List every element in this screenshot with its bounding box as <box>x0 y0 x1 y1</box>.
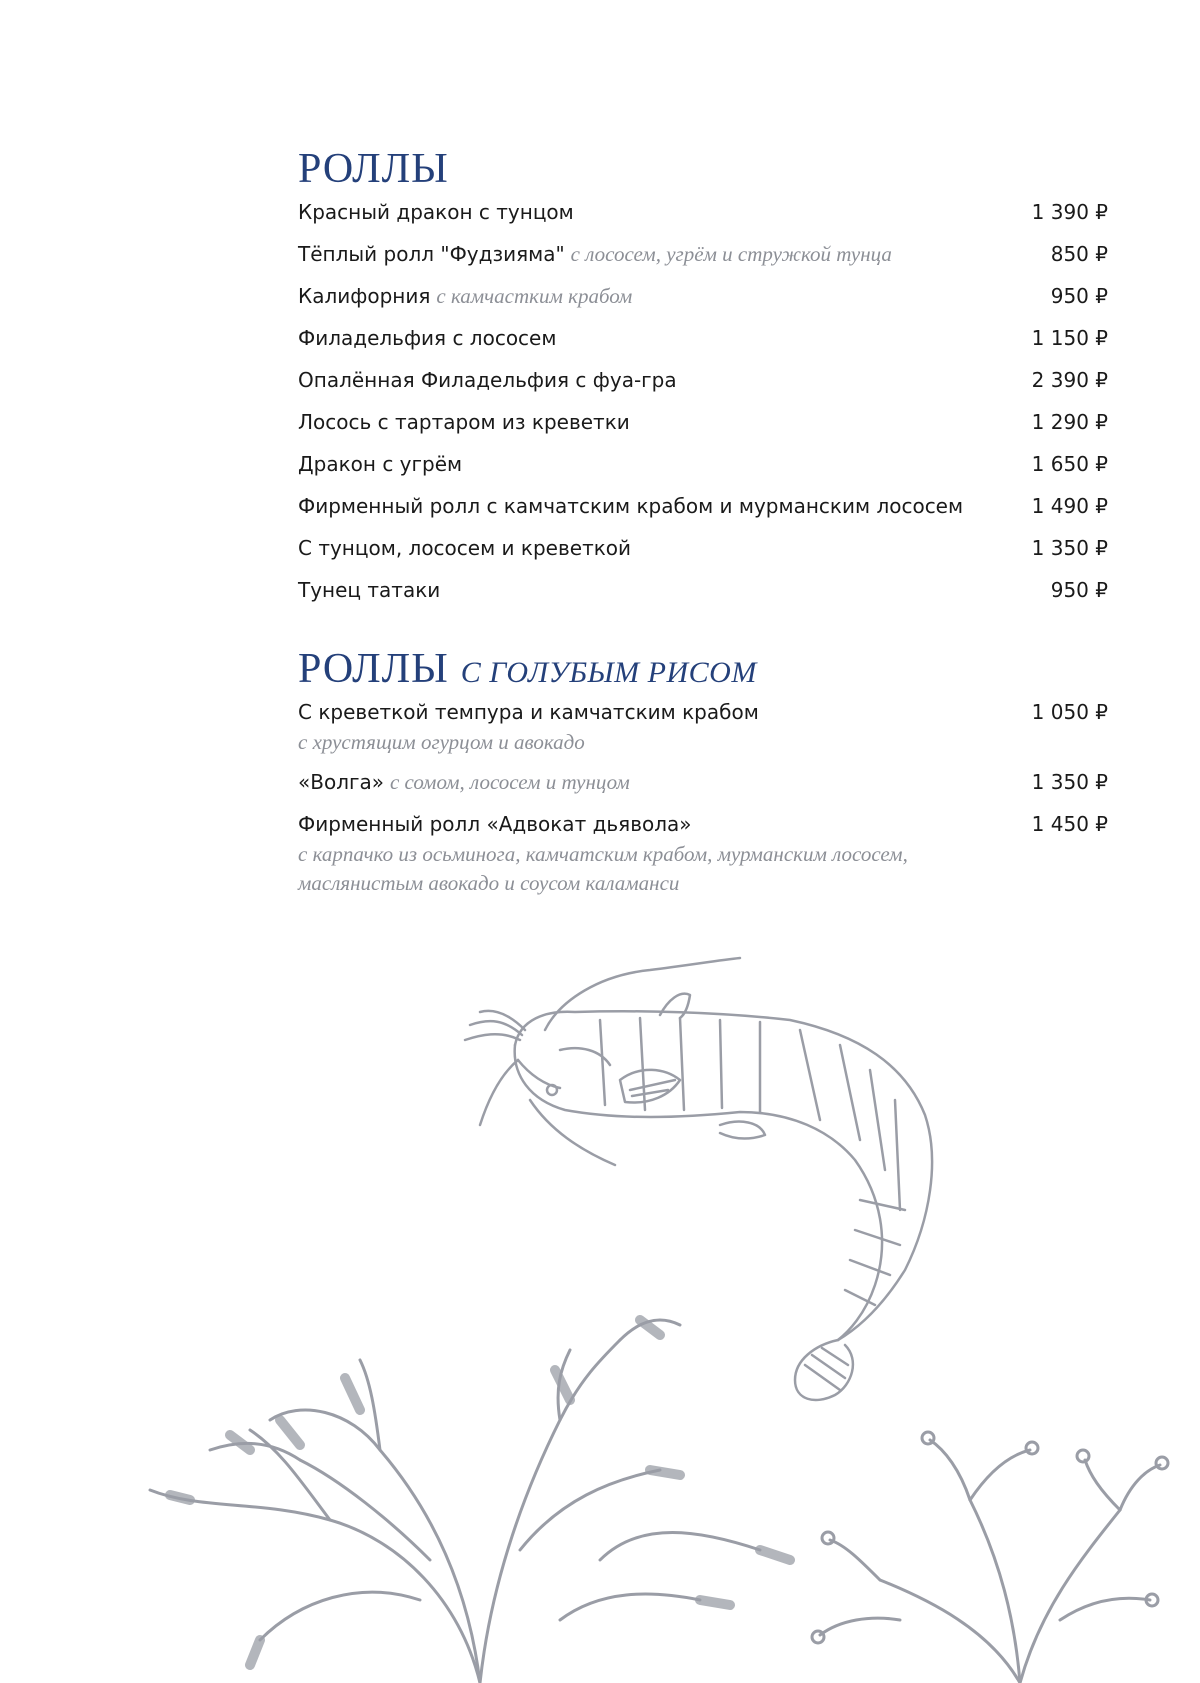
item-price: 1 290 ₽ <box>1031 410 1108 434</box>
item-price: 1 050 ₽ <box>1031 700 1108 724</box>
item-name: Дракон с угрём <box>298 452 463 476</box>
item-name: Тёплый ролл "Фудзияма" <box>298 242 565 266</box>
item-name: Фирменный ролл с камчатским крабом и мурманским лососем <box>298 494 964 518</box>
item-price: 950 ₽ <box>1050 578 1108 602</box>
item-description: с хрустящим огурцом и авокадо <box>298 730 585 754</box>
item-description: с карпачко из осьминога, камчатским крабом, мурманским лососем, <box>298 842 908 866</box>
item-description: с сомом, лососем и тунцом <box>389 770 630 794</box>
item-name: Фирменный ролл «Адвокат дьявола» <box>298 812 692 836</box>
item-price: 1 350 ₽ <box>1031 536 1108 560</box>
item-name: Лосось с тартаром из креветки <box>298 410 630 434</box>
seaweed-right <box>812 1432 1168 1683</box>
item-price: 1 390 ₽ <box>1031 200 1108 224</box>
item-name: Филадельфия с лососем <box>298 326 557 350</box>
item-price: 950 ₽ <box>1050 284 1108 308</box>
section-title-text: РОЛЛЫ <box>298 146 449 192</box>
item-description: с камчастким крабом <box>436 284 633 308</box>
item-price: 2 390 ₽ <box>1031 368 1108 392</box>
item-name: Опалённая Филадельфия с фуа-гра <box>298 368 677 392</box>
item-price: 850 ₽ <box>1050 242 1108 266</box>
section-subtitle: С ГОЛУБЫМ РИСОМ <box>460 656 757 689</box>
item-name: Тунец татаки <box>298 578 441 602</box>
item-description: с лососем, угрём и стружкой тунца <box>570 242 892 266</box>
item-price: 1 350 ₽ <box>1031 770 1108 794</box>
section-title-text: РОЛЛЫ <box>298 646 449 692</box>
item-name: «Волга» <box>298 770 384 794</box>
item-price: 1 650 ₽ <box>1031 452 1108 476</box>
item-name: С тунцом, лососем и креветкой <box>298 536 632 560</box>
item-price: 1 150 ₽ <box>1031 326 1108 350</box>
item-name: Калифорния <box>298 284 431 308</box>
item-name: Красный дракон с тунцом <box>298 200 574 224</box>
seaweed-left <box>150 1320 790 1683</box>
item-price: 1 490 ₽ <box>1031 494 1108 518</box>
item-price: 1 450 ₽ <box>1031 812 1108 836</box>
item-name: С креветкой темпура и камчатским крабом <box>298 700 759 724</box>
item-description: маслянистым авокадо и соусом каламанси <box>298 871 680 895</box>
catfish-engraving <box>465 958 932 1400</box>
